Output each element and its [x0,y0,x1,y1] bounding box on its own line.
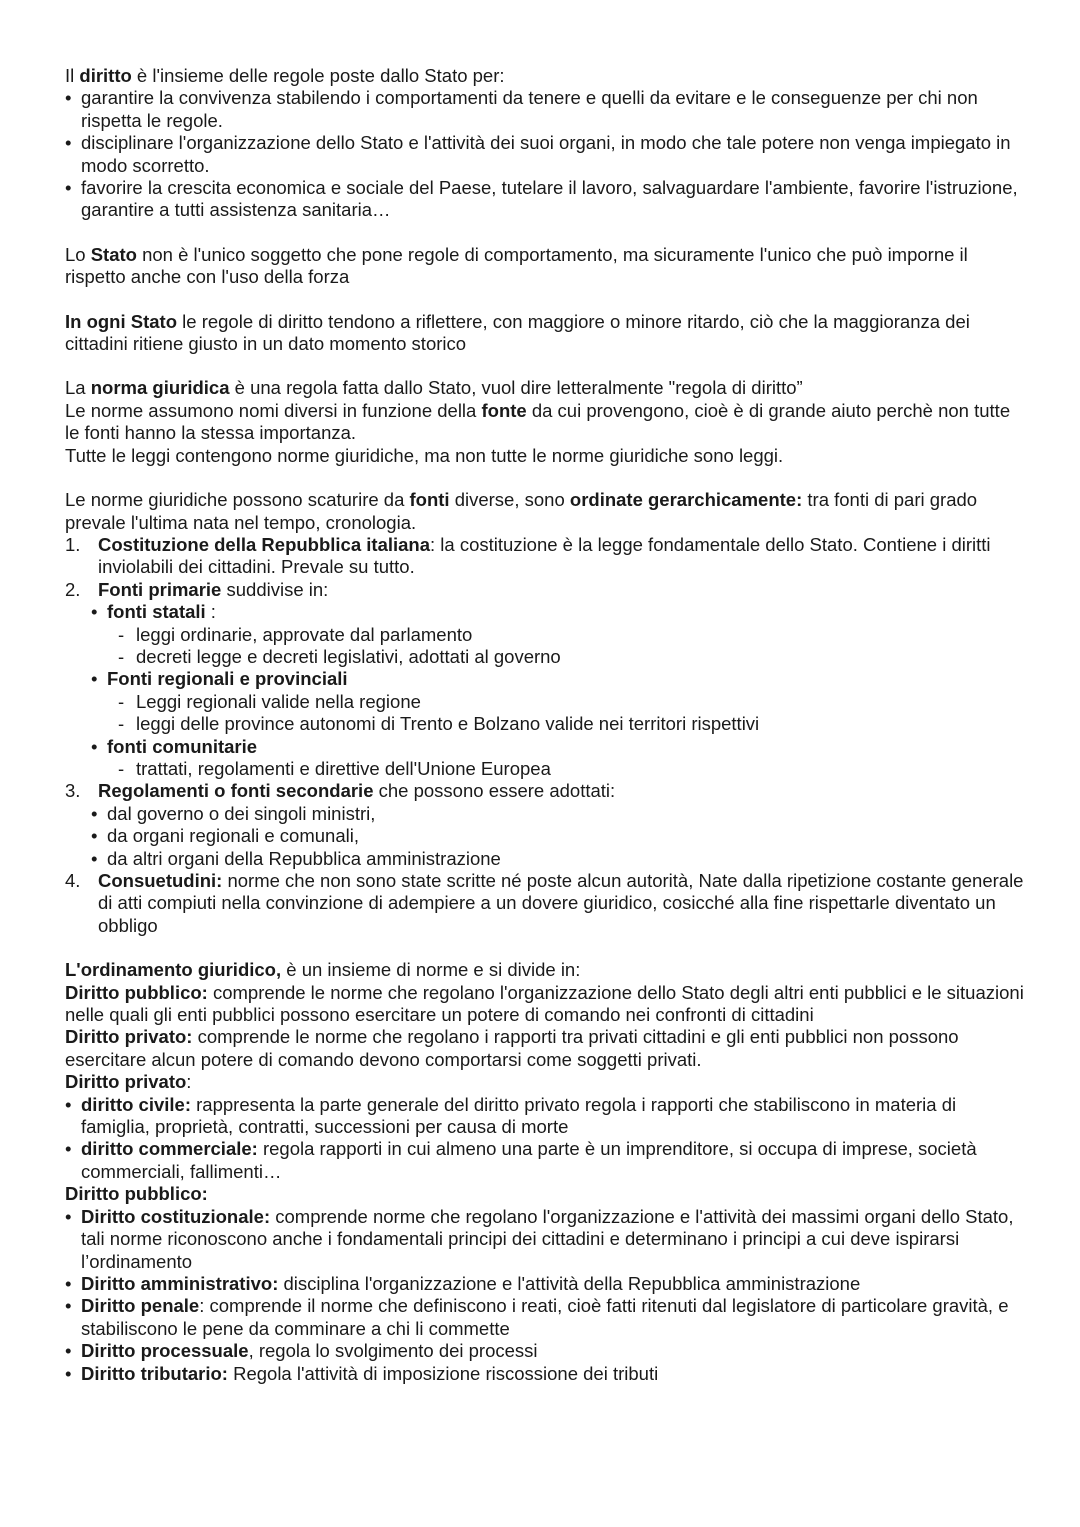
fonti-regionali: • Fonti regionali e provinciali [65,668,1025,690]
norma-paragraph: La norma giuridica è una regola fatta dallo Stato, vuol dire letteralmente "regola di diritto” [65,377,803,399]
fonti-item-secondarie: 3. Regolamenti o fonti secondarie che possono essere adottati: [65,780,616,802]
fonti-item-primarie: 2. Fonti primarie suddivise in: [65,578,329,600]
list-item: • garantire la convivenza stabilendo i comportamenti da tenere e quelli da evitare e le conseguenze per chi non rispetta le regole. [65,87,1025,132]
list-item: • Diritto costituzionale: comprende norme che regolano l'organizzazione e l'attività dei massimi organi dello Stato, tali norme riconoscono anche i fondamentali principi dei cittadini e determinano i principi a cui deve ispirarsi l’ordinamento [65,1206,1025,1273]
fonti-item-costituzione: 1. Costituzione della Repubblica italiana: la costituzione è la legge fondamentale dello Stato. Contiene i diritti inviolabili dei cittadini. Prevale su tutto. [65,533,991,578]
list-item: • Diritto penale: comprende il norme che definiscono i reati, cioè fatti ritenuti dal legislatore di particolare gravità, e stabiliscono le pene da comminare a chi li commette [65,1295,1025,1340]
list-item: - Leggi regionali valide nella regione [65,691,1025,713]
list-item: • favorire la crescita economica e sociale del Paese, tutelare il lavoro, salvaguardare l'ambiente, favorire l'istruzione, garantire a tutti assistenza sanitaria… [65,177,1025,222]
diritto-privato-definition: Diritto privato: comprende le norme che regolano i rapporti tra privati cittadini e gli enti pubblici non possono esercitare alcun potere di comando devono comportarsi come soggetti privati. [65,1026,959,1070]
diritto-privato-heading: Diritto privato: [65,1071,192,1093]
list-item: • Diritto tributario: Regola l'attività di imposizione riscossione dei tributi [65,1363,1025,1385]
document-page [65,65,1025,1385]
list-item: • diritto civile: rappresenta la parte generale del diritto privato regola i rapporti che stabiliscono in materia di famiglia, proprietà, contratti, successioni per causa di morte [65,1094,1025,1139]
list-item: • disciplinare l'organizzazione dello Stato e l'attività dei suoi organi, in modo che tale potere non venga impiegato in modo scorretto. [65,132,1025,177]
stato-paragraph: Lo Stato non è l'unico soggetto che pone regole di comportamento, ma sicuramente l'unico che può imporne il rispetto anche con l'uso della forza [65,243,968,288]
fonti-item-consuetudini: 4. Consuetudini: norme che non sono state scritte né poste alcun autorità, Nate dalla ripetizione costante generale di atti compiuti nella convinzione di adempiere a un dovere giuridico, cosicché alla fine rispettarle diventato un obbligo [65,870,1024,936]
diritto-definition: Il diritto è l'insieme delle regole poste dallo Stato per: [65,65,505,86]
fonti-comunitarie: • fonti comunitarie [65,736,1025,758]
diritto-pubblico-definition: Diritto pubblico: comprende le norme che regolano l'organizzazione dello Stato degli altri enti pubblici e le situazioni nelle quali gli enti pubblici possono esercitare un potere di comando nei confronti di cittadini [65,981,1024,1026]
list-item: • Diritto processuale, regola lo svolgimento dei processi [65,1340,1025,1362]
list-item: • Diritto amministrativo: disciplina l'organizzazione e l'attività della Repubblica amministrazione [65,1273,1025,1295]
list-item: - leggi ordinarie, approvate dal parlamento [65,624,1025,646]
norma-fonte-paragraph: Le norme assumono nomi diversi in funzione della fonte da cui provengono, cioè è di grande aiuto perchè non tutte le fonti hanno la stessa importanza. [65,399,1011,444]
fonti-statali: • fonti statali : [65,601,1025,623]
ogni-stato-paragraph: In ogni Stato le regole di diritto tendono a riflettere, con maggiore o minore ritardo, ciò che la maggioranza dei cittadini ritiene giusto in un dato momento storico [65,310,970,355]
list-item: • da organi regionali e comunali, [65,825,1025,847]
list-item: - trattati, regolamenti e direttive dell'Unione Europea [65,758,1025,780]
list-item: - decreti legge e decreti legislativi, adottati al governo [65,646,1025,668]
diritto-pubblico-heading: Diritto pubblico: [65,1183,208,1205]
list-item: - leggi delle province autonomi di Trento e Bolzano valide nei territori rispettivi [65,713,1025,735]
list-item: • da altri organi della Repubblica amministrazione [65,848,1025,870]
list-item: • diritto commerciale: regola rapporti in cui almeno una parte è un imprenditore, si occupa di imprese, società commerciali, fallimenti… [65,1138,1025,1183]
list-item: • dal governo o dei singoli ministri, [65,803,1025,825]
ordinamento-heading: L'ordinamento giuridico, è un insieme di norme e si divide in: [65,959,581,981]
norma-leggi-paragraph: Tutte le leggi contengono norme giuridiche, ma non tutte le norme giuridiche sono leggi. [65,444,784,466]
fonti-paragraph: Le norme giuridiche possono scaturire da fonti diverse, sono ordinate gerarchicamente: tra fonti di pari grado prevale l'ultima nata nel tempo, cronologia. [65,489,978,533]
